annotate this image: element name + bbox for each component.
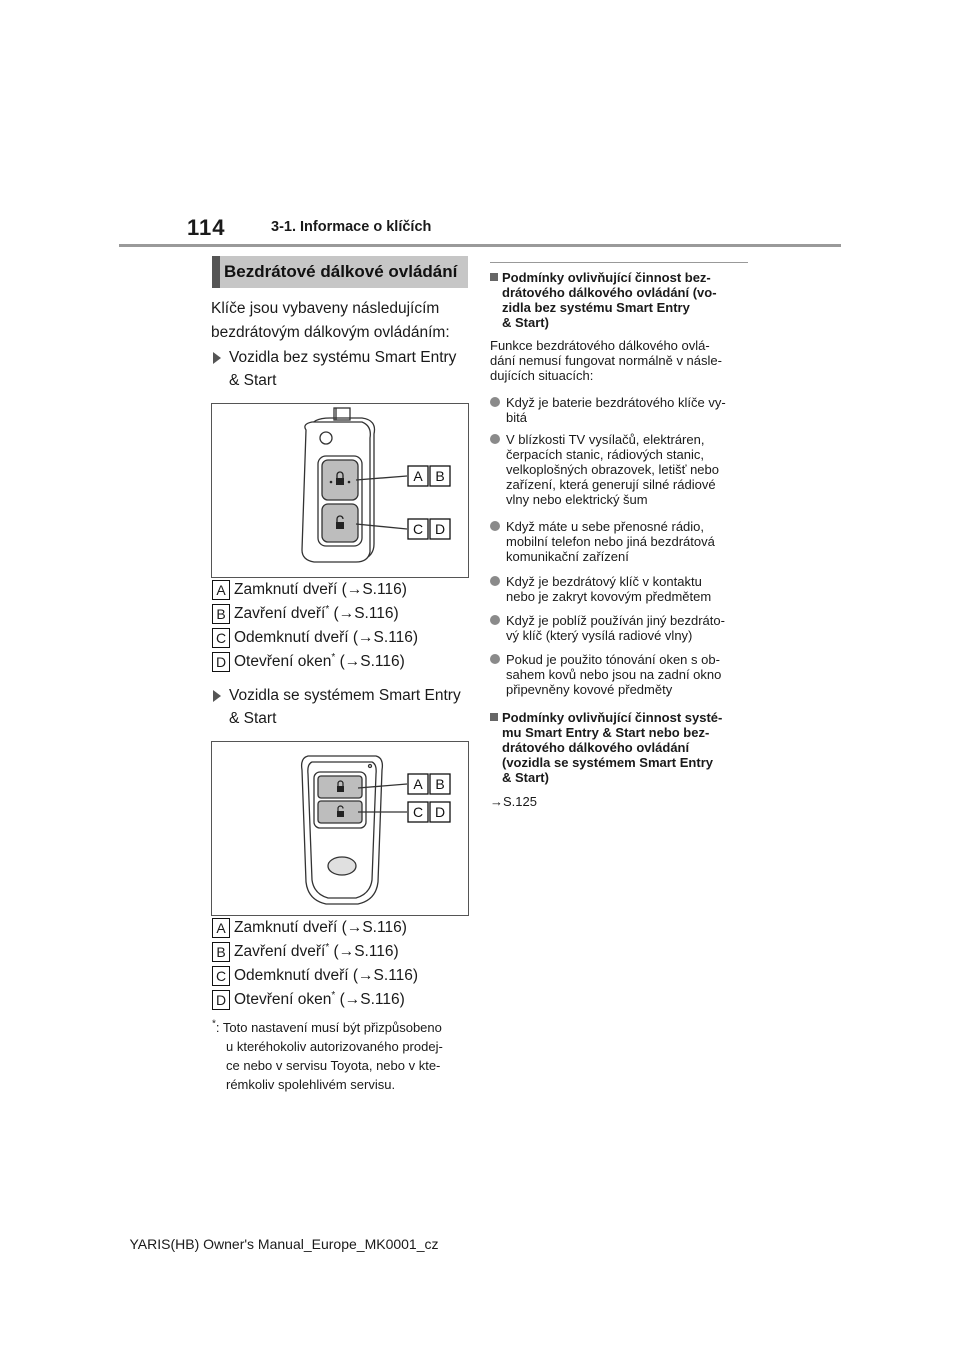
bullet-dot-icon	[490, 576, 500, 586]
bullet-dot-icon	[490, 397, 500, 407]
bullet-dot-icon	[490, 521, 500, 531]
arrow-icon: →	[338, 943, 355, 961]
arrow-icon: →	[344, 653, 361, 671]
arrow-icon: →	[346, 581, 363, 599]
right-column-rule	[490, 262, 748, 263]
right-section-1-heading	[490, 270, 752, 330]
bullet-line: Když je poblíž používán jiný bezdráto-	[506, 613, 725, 628]
legend-letter: B	[212, 942, 230, 962]
bullet-line: Když máte u sebe přenosné rádio,	[506, 519, 705, 534]
footnote-line: u kteréhokoliv autorizovaného prodej-	[226, 1039, 443, 1054]
figure-label: C	[412, 521, 424, 537]
legend-ref: S.116)	[373, 629, 419, 647]
bullet-line: sahem kovů nebo jsou na zadní okno	[506, 667, 722, 682]
bullet-line: komunikační zařízení	[506, 549, 629, 564]
footer-text: YARIS(HB) Owner's Manual_Europe_MK0001_cz	[129, 1236, 439, 1252]
legend-item: B Zavření dveří* (→S.116)	[212, 604, 418, 628]
legend-star: *	[331, 651, 336, 663]
intro-line: bezdrátovým dálkovým ovládáním:	[211, 324, 450, 341]
bullet-line: velkoplošných obrazovek, letišť nebo	[506, 462, 719, 477]
bullet-line: V blízkosti TV vysílačů, elektráren,	[506, 432, 705, 447]
bullet-line: zařízení, která generují silné rádiové	[506, 477, 716, 492]
legend-letter: D	[212, 990, 230, 1010]
legend-star: *	[325, 603, 330, 615]
legend-ref: S.116)	[373, 967, 419, 985]
triangle-bullet-icon	[213, 352, 221, 364]
legend-text: Odemknutí dveří (	[234, 967, 359, 985]
page-number: 114	[187, 215, 226, 240]
banner-accent-bar	[212, 256, 220, 288]
arrow-icon: →	[358, 629, 374, 647]
legend-ref: S.116)	[354, 943, 399, 961]
group1-heading-line: & Start	[229, 372, 277, 389]
arrow-icon: →	[358, 967, 374, 985]
legend-item: B Zavření dveří* (→S.116)	[212, 942, 418, 966]
intro-line: Funkce bezdrátového dálkového ovlá-	[490, 338, 710, 353]
heading-line: & Start)	[502, 315, 549, 330]
legend-ref: S.116)	[354, 605, 399, 623]
heading-line: (vozidla se systémem Smart Entry	[502, 755, 713, 770]
bullet-item	[490, 574, 711, 604]
bullet-item	[490, 519, 715, 564]
bullet-line: bitá	[506, 410, 527, 425]
heading-line: drátového dálkového ovládání (vo-	[502, 285, 717, 300]
arrow-icon: →	[346, 919, 363, 937]
page-reference: S.125	[503, 794, 537, 809]
group2-heading	[213, 684, 461, 730]
bullet-line: vlny nebo elektrický šum	[506, 492, 648, 507]
legend-item	[212, 918, 418, 942]
legend-ref: S.116)	[362, 581, 407, 599]
legend-item: D Otevření oken* (→S.116)	[212, 990, 418, 1014]
smart-key-figure	[211, 741, 469, 916]
group1-heading	[213, 346, 456, 392]
legend-star: *	[331, 989, 336, 1001]
legend-letter: A	[212, 580, 230, 600]
bullet-item	[490, 395, 726, 425]
legend-item	[212, 628, 418, 652]
heading-line: & Start)	[502, 770, 549, 785]
intro-line: Klíče jsou vybaveny následujícím	[211, 300, 440, 317]
arrow-icon: →	[338, 605, 355, 623]
heading-line: drátového dálkového ovládání	[502, 740, 690, 755]
legend-letter: A	[212, 918, 230, 938]
legend-text: Otevření oken	[234, 991, 332, 1009]
legend-text: Otevření oken	[234, 653, 332, 671]
legend-item	[212, 580, 418, 604]
arrow-icon: →	[490, 794, 503, 809]
legend-letter: D	[212, 652, 230, 672]
figure-label: B	[435, 776, 445, 792]
group1-heading-line: Vozidla bez systému Smart Entry	[229, 349, 457, 366]
legend-text: Zavření dveří	[234, 943, 326, 961]
heading-line	[490, 710, 754, 725]
legend-text: Odemknutí dveří (	[234, 629, 359, 647]
bullet-line: mobilní telefon nebo jiná bezdrátová	[506, 534, 715, 549]
legend-letter: C	[212, 628, 230, 648]
footer	[0, 1236, 960, 1252]
bullet-item	[490, 432, 719, 507]
flip-key-figure	[211, 403, 469, 578]
bullet-dot-icon	[490, 654, 500, 664]
bullet-item	[490, 613, 725, 643]
footnote-line: ce nebo v servisu Toyota, nebo v kte-	[226, 1058, 441, 1073]
bullet-dot-icon	[490, 615, 500, 625]
legend-ref: S.116)	[362, 919, 407, 937]
bullet-dot-icon	[490, 434, 500, 444]
figure-label: A	[413, 468, 423, 484]
heading-line: zidla bez systému Smart Entry	[502, 300, 690, 315]
header-rule	[119, 244, 841, 247]
legend-item	[212, 966, 418, 990]
bullet-line: Když je baterie bezdrátového klíče vy-	[506, 395, 726, 410]
footnote-mark: *	[212, 1018, 216, 1030]
footnote-line: rémkoliv spolehlivém servisu.	[226, 1077, 396, 1092]
figure-label: C	[412, 804, 424, 820]
group1-legend	[212, 580, 418, 676]
heading-text: Podmínky ovlivňující činnost bez-	[502, 270, 711, 285]
section-banner	[212, 256, 468, 288]
legend-text: Zavření dveří	[234, 605, 326, 623]
arrow-icon: →	[344, 991, 361, 1009]
heading-line: mu Smart Entry & Start nebo bez-	[502, 725, 710, 740]
figure-label: B	[435, 468, 445, 484]
bullet-line: připevněny kovové předměty	[506, 682, 673, 697]
bullet-line: Pokud je použito tónování oken s ob-	[506, 652, 720, 667]
legend-letter: C	[212, 966, 230, 986]
right-section-2-heading	[490, 710, 754, 785]
bullet-line: Když je bezdrátový klíč v kontaktu	[506, 574, 702, 589]
intro-line: dujících situacích:	[490, 368, 594, 383]
heading-text: Podmínky ovlivňující činnost systé-	[502, 710, 723, 725]
right-section-2-ref	[490, 794, 537, 809]
heading-line	[490, 270, 752, 285]
legend-item: D Otevření oken* (→S.116)	[212, 652, 418, 676]
footnote-line	[212, 1018, 472, 1037]
group2-legend	[212, 918, 418, 1014]
triangle-bullet-icon	[213, 690, 221, 702]
flip-key-illustration	[212, 404, 468, 577]
square-bullet-icon	[490, 713, 498, 721]
figure-label: A	[413, 776, 423, 792]
intro-line: dání nemusí fungovat normálně v násle-	[490, 353, 722, 368]
section-title: 3-1. Informace o klíčích	[271, 219, 432, 235]
footnote-text: : Toto nastavení musí být přizpůsobeno	[215, 1020, 442, 1035]
legend-ref: S.116)	[360, 653, 405, 671]
legend-star: *	[325, 941, 330, 953]
bullet-item	[490, 652, 721, 697]
legend-text: Zamknutí dveří (	[234, 919, 347, 937]
bullet-line: čerpacích stanic, rádiových stanic,	[506, 447, 704, 462]
square-bullet-icon	[490, 273, 498, 281]
figure-label: D	[434, 804, 446, 820]
figure-label: D	[434, 521, 446, 537]
banner-title: Bezdrátové dálkové ovládání	[224, 262, 458, 281]
legend-text: Zamknutí dveří (	[234, 581, 347, 599]
footnote	[212, 1018, 472, 1094]
bullet-line: vý klíč (který vysílá radiové vlny)	[506, 628, 693, 643]
group2-heading-line: Vozidla se systémem Smart Entry	[229, 687, 461, 704]
smart-key-illustration	[212, 742, 468, 915]
intro-paragraph	[211, 297, 450, 345]
right-section-1-intro	[490, 338, 754, 383]
legend-ref: S.116)	[360, 991, 405, 1009]
group2-heading-line: & Start	[229, 710, 277, 727]
legend-letter: B	[212, 604, 230, 624]
bullet-line: nebo je zakryt kovovým předmětem	[506, 589, 712, 604]
